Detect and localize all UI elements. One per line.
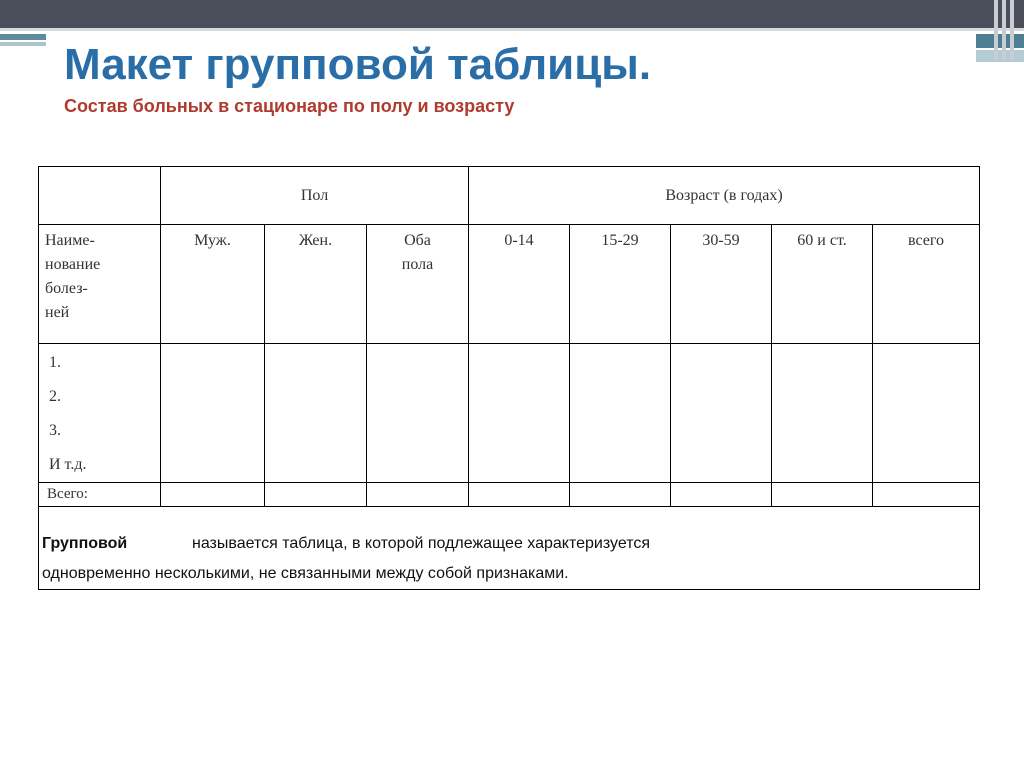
col-header-both: Оба пола xyxy=(367,225,469,344)
definition-row xyxy=(39,507,980,590)
table-cell xyxy=(161,483,265,507)
top-band xyxy=(0,0,1024,28)
table-cell xyxy=(265,483,367,507)
corner-cell xyxy=(39,167,161,225)
table-cell xyxy=(873,483,980,507)
table-body-row xyxy=(39,344,980,483)
disease-name-line: ней xyxy=(45,304,70,321)
slide-title: Макет групповой таблицы. xyxy=(64,40,652,89)
row-label: И т.д. xyxy=(49,456,87,473)
col-header-age-15-29: 15-29 xyxy=(570,225,671,344)
table-subheader-row xyxy=(39,225,980,344)
age-group-header: Возраст (в годах) xyxy=(469,167,980,225)
definition-term: Групповой xyxy=(42,535,128,552)
table-cell xyxy=(873,344,980,483)
table-cell xyxy=(772,483,873,507)
table-cell xyxy=(570,483,671,507)
decor-pillar xyxy=(1002,0,1006,60)
accent-stripe-left-light xyxy=(0,42,46,46)
top-band-shadow xyxy=(0,28,1024,31)
table-cell xyxy=(469,344,570,483)
decor-pillar xyxy=(1010,0,1014,60)
row-label: 1. xyxy=(49,354,61,371)
row-labels-cell xyxy=(39,344,161,483)
col-header-female: Жен. xyxy=(265,225,367,344)
col-header-age-30-59: 30-59 xyxy=(671,225,772,344)
total-label: Всего: xyxy=(39,483,161,507)
row-label: 2. xyxy=(49,388,61,405)
row-label: 3. xyxy=(49,422,61,439)
table-cell xyxy=(367,483,469,507)
table-cell xyxy=(570,344,671,483)
accent-stripe-right-light xyxy=(976,50,1024,62)
accent-stripe-right xyxy=(976,34,1024,48)
table-cell xyxy=(161,344,265,483)
disease-name-line: нование xyxy=(45,256,101,273)
slide-subtitle: Состав больных в стационаре по полу и возрасту xyxy=(64,96,515,116)
group-table-layout xyxy=(38,166,980,590)
definition-text-line2: одновременно несколькими, не связанными между собой признаками. xyxy=(42,565,569,582)
decor-pillar xyxy=(994,0,998,60)
accent-stripe-left xyxy=(0,34,46,40)
disease-name-header xyxy=(39,225,161,344)
sex-group-header: Пол xyxy=(161,167,469,225)
table-cell xyxy=(367,344,469,483)
table-header-row xyxy=(39,167,980,225)
table-cell xyxy=(772,344,873,483)
table-cell xyxy=(671,344,772,483)
col-header-age-60-plus: 60 и ст. xyxy=(772,225,873,344)
col-header-age-total: всего xyxy=(873,225,980,344)
definition-text-line1: называется таблица, в которой подлежащее характеризуется xyxy=(192,535,651,552)
table-cell xyxy=(671,483,772,507)
table-cell xyxy=(265,344,367,483)
disease-name-line: Наиме- xyxy=(45,232,95,249)
col-header-male: Муж. xyxy=(161,225,265,344)
col-header-age-0-14: 0-14 xyxy=(469,225,570,344)
definition-box xyxy=(39,507,980,590)
table-total-row xyxy=(39,483,980,507)
disease-name-line: болез- xyxy=(45,280,88,297)
table-cell xyxy=(469,483,570,507)
